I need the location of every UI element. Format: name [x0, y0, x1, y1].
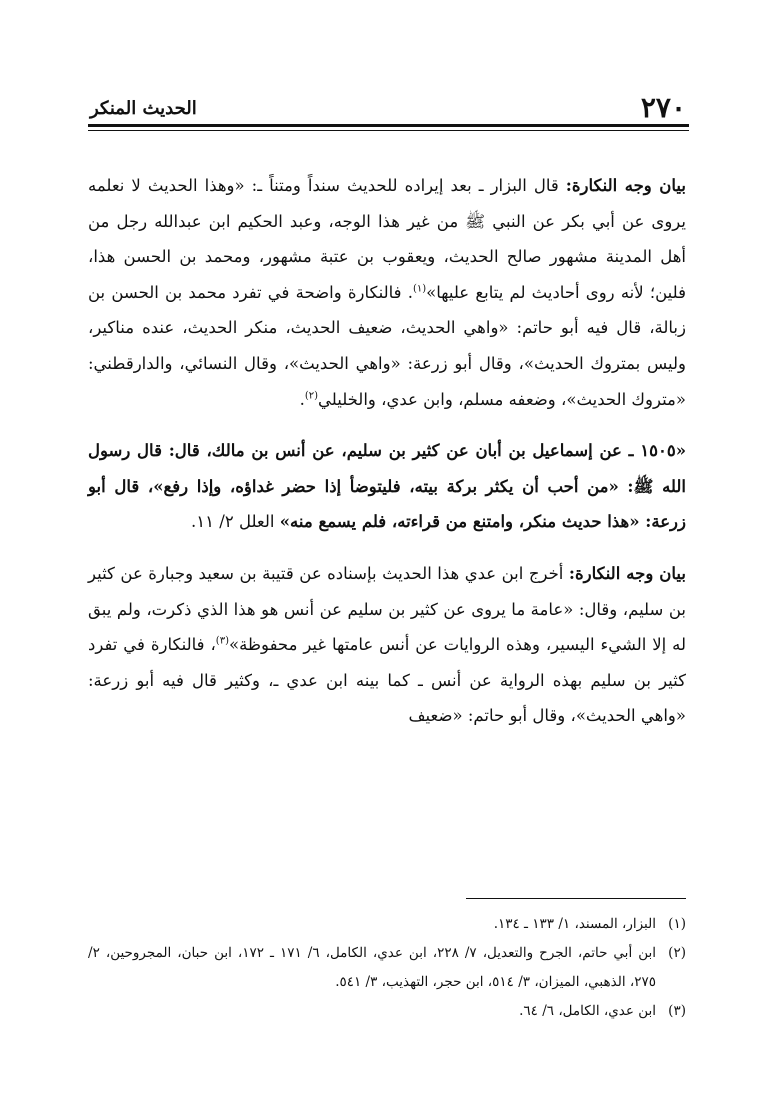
page-number: ٢٧٠ — [640, 91, 686, 124]
paragraph-text: أخرج ابن عدي هذا الحديث بإسناده عن قتيبة بن سعيد وجبارة عن كثير بن سليم، وقال: «عامة ما يروى عن كثير بن سليم عن أنس هو هذا الذي ذكرت، ولم يبق له إلا الشيء اليسير، وهذه الروايات عن أنس عامتها غير محفوظة» — [88, 563, 687, 655]
running-title: الحديث المنكر — [90, 98, 197, 119]
footnotes — [88, 910, 686, 1026]
paragraph-text: ، فالنكارة في تفرد كثير بن سليم بهذه الرواية عن أنس ـ كما بينه ابن عدي ـ، وكثير قال فيه أبو زرعة: «واهي الحديث»، وقال أبو حاتم: «ضعيف — [88, 635, 686, 726]
footnote-ref[interactable]: (١) — [412, 283, 427, 295]
hadith-text: «١٥٠٥ ـ عن إسماعيل بن أبان عن كثير بن سليم، عن أنس بن مالك، قال: قال رسول الله ﷺ: «من أحب أن يكثر بركة بيته، فليتوضأ إذا حضر غداؤه، وإذا رفع»، قال أبو زرعة: «هذا حديث منكر، وامتنع من قراءته، فلم يسمع منه» — [88, 441, 686, 532]
footnote-ref[interactable]: (٢) — [304, 390, 318, 402]
footnote-mark: (٢) — [668, 945, 686, 961]
footnote-text: ابن عدي، الكامل، ٦/ ٦٤. — [519, 1003, 656, 1019]
paragraph-2 — [88, 433, 686, 540]
paragraph-3 — [88, 556, 686, 734]
footnote-item — [88, 939, 686, 997]
footnote-mark: (٣) — [668, 1003, 686, 1019]
source-citation: العلل ٢/ ١١. — [191, 512, 280, 532]
header-rule-thin — [88, 130, 689, 131]
footnote-ref[interactable]: (٣) — [215, 635, 229, 647]
footnote-item — [88, 910, 686, 939]
header-rule-thick — [88, 124, 689, 127]
paragraph-text: . — [299, 389, 305, 409]
footnote-text: البزار، المسند، ١/ ١٣٣ ـ ١٣٤. — [493, 916, 656, 932]
footnote-item — [88, 997, 686, 1026]
footnote-mark: (١) — [668, 916, 686, 932]
section-label: بيان وجه النكارة: — [568, 563, 686, 583]
page-header — [90, 88, 686, 122]
section-label: بيان وجه النكارة: — [565, 176, 686, 195]
main-text — [88, 168, 686, 734]
footnote-separator — [466, 898, 686, 899]
footnote-text: ابن أبي حاتم، الجرح والتعديل، ٧/ ٢٢٨، ابن عدي، الكامل، ٦/ ١٧١ ـ ١٧٢، ابن حبان، المجروحين، ٢/ ٢٧٥، الذهبي، الميزان، ٣/ ٥١٤، ابن حجر، التهذيب، ٣/ ٥٤١. — [88, 945, 656, 990]
paragraph-1 — [88, 168, 686, 417]
paragraph-text: قال البزار ـ بعد إيراده للحديث سنداً ومتناً ـ: «وهذا الحديث لا نعلمه يروى عن أبي بكر عن النبي ﷺ من غير هذا الوجه، وعبد الحكيم ابن عبدالله رجل من أهل المدينة مشهور صالح الحديث، ويعقوب بن عتبة مشهور، ومحمد بن الحسن هذا، فلين؛ لأنه روى أحاديث لم يتابع عليها» — [88, 176, 686, 302]
paragraph-text: . فالنكارة واضحة في تفرد محمد بن الحسن بن زبالة، قال فيه أبو حاتم: «واهي الحديث، ضعيف الحديث، منكر الحديث، عنده مناكير، وليس بمتروك الحديث»، وقال أبو زرعة: «واهي الحديث»، وقال النسائي، والدارقطني: «متروك الحديث»، وضعفه مسلم، وابن عدي، والخليلي — [88, 282, 686, 409]
